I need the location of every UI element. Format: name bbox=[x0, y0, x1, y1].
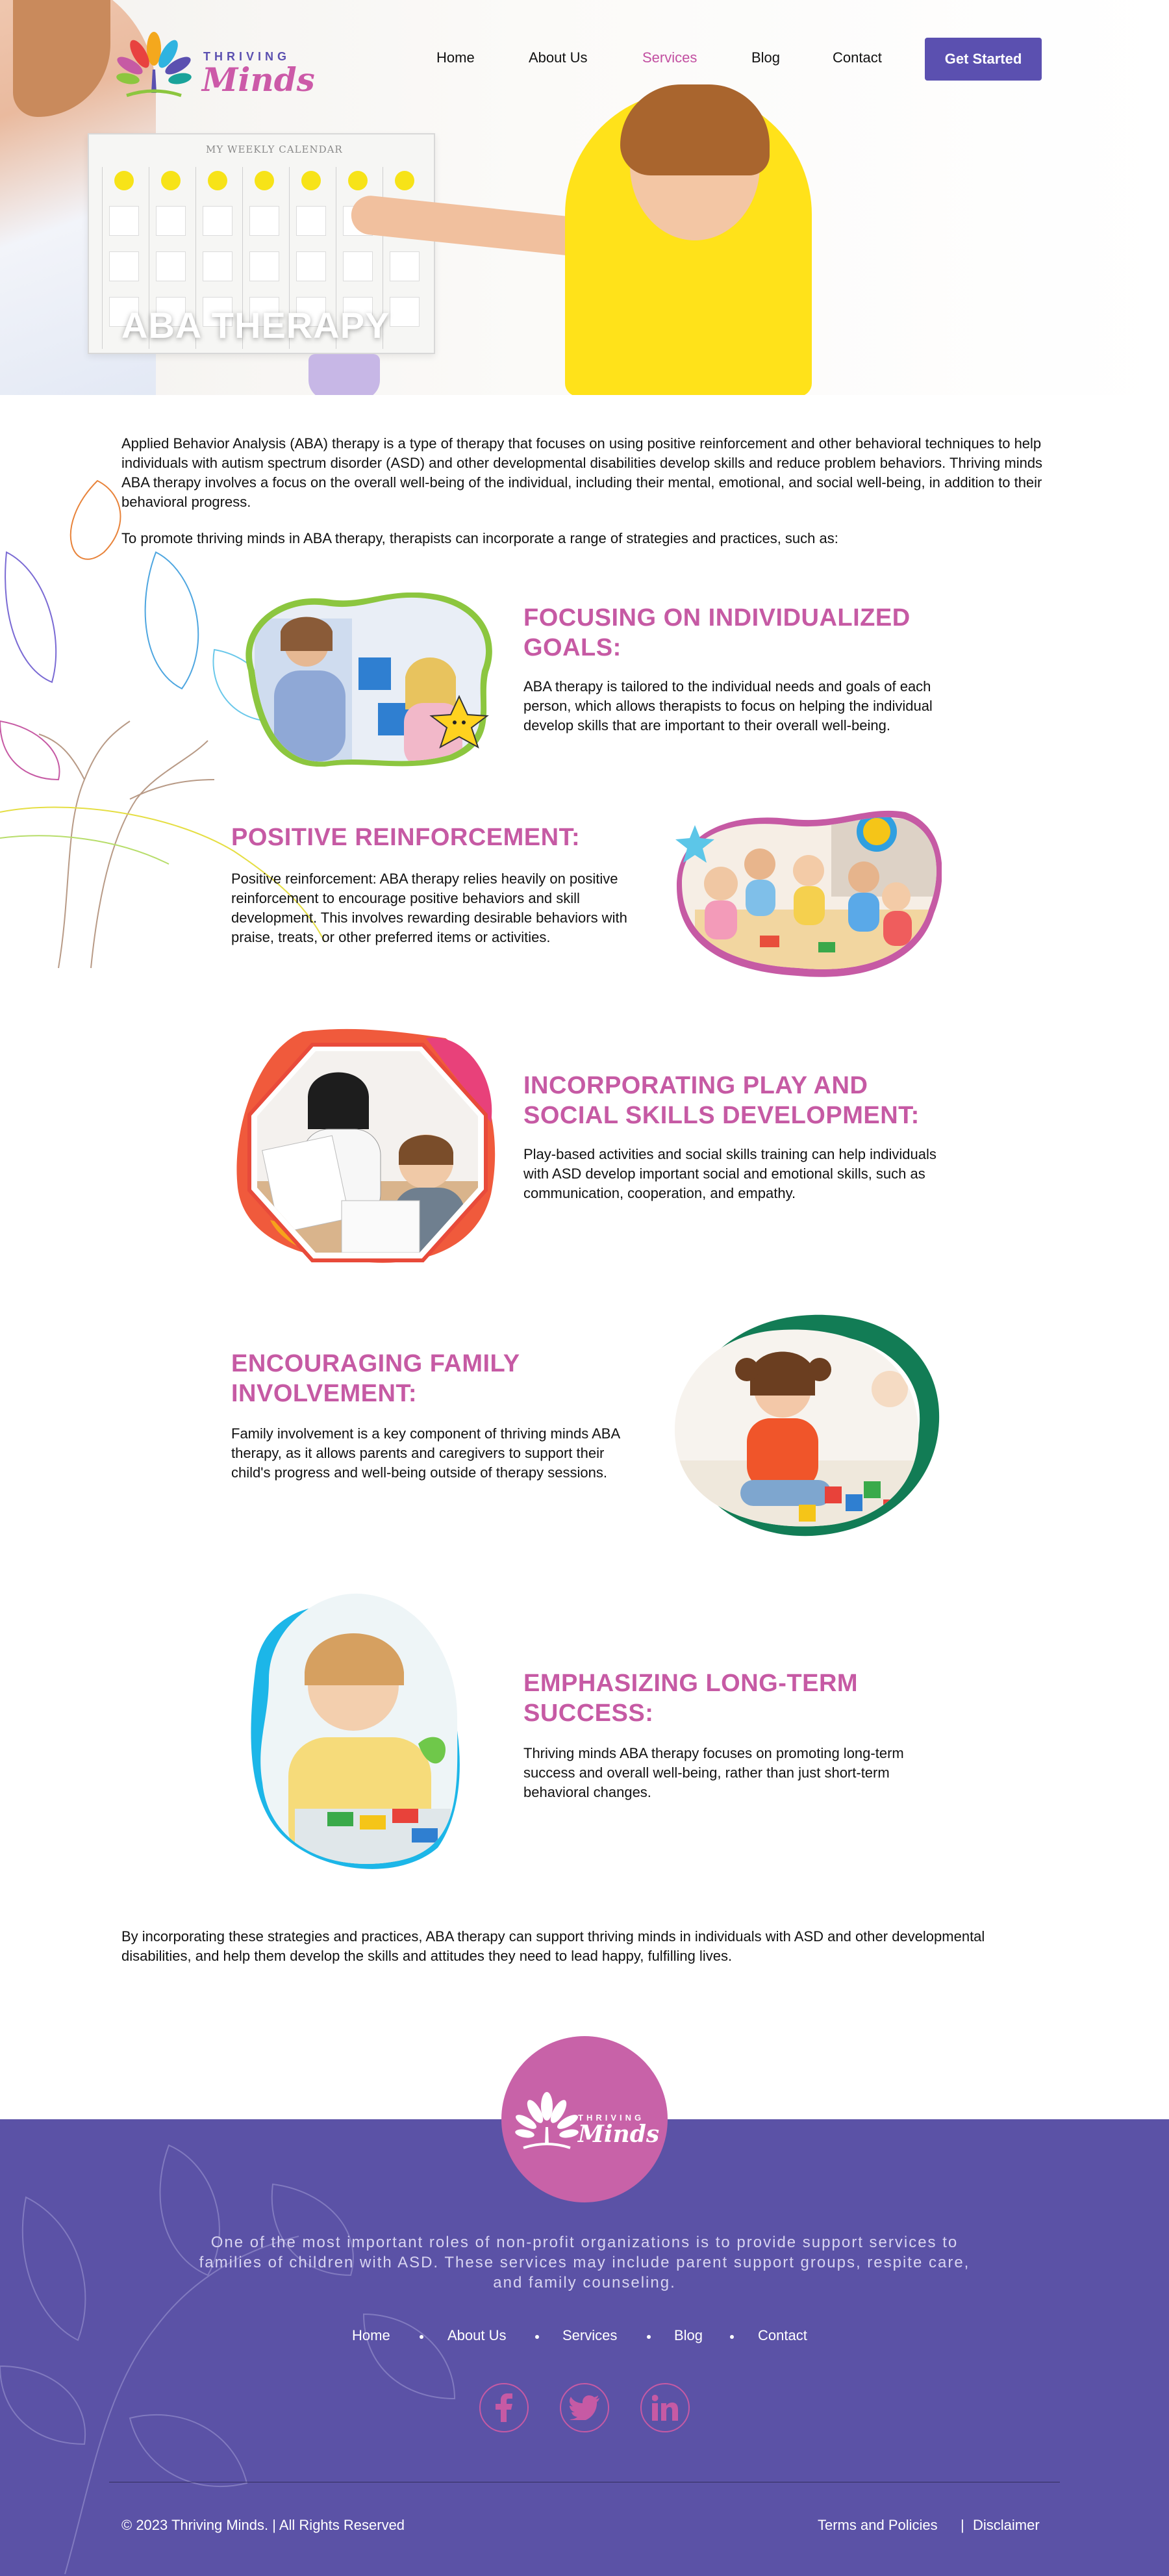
calendar-title: MY WEEKLY CALENDAR bbox=[206, 144, 343, 155]
decorative-tree-lineart bbox=[0, 474, 338, 1059]
nav-home[interactable]: Home bbox=[436, 49, 475, 66]
footer-nav-separator bbox=[647, 2335, 651, 2339]
nav-contact[interactable]: Contact bbox=[833, 49, 882, 66]
footer-tree-logo-icon bbox=[514, 2082, 579, 2153]
footer-nav-services[interactable]: Services bbox=[562, 2327, 618, 2343]
footer-nav-separator bbox=[535, 2335, 539, 2339]
pencil-cup bbox=[308, 354, 380, 395]
logo-text-top: THRIVING bbox=[203, 50, 291, 63]
intro-paragraph: Applied Behavior Analysis (ABA) therapy is a type of therapy that focuses on using positive reinforcement and other behavioral techniques to help individuals with autism spectrum disorder (ASD) and other developmental disabilities develop skills and reduce problem behaviors. Thriving minds ABA therapy involves a focus on the overall well-being of the individual, including their mental, emotional, and social well-being, in addition to their behavioral progress. bbox=[121, 435, 1043, 510]
section-title-long-term-success: EMPHASIZING LONG-TERM SUCCESS: bbox=[523, 1670, 859, 1727]
section-text-individualized-goals: ABA therapy is tailored to the individual needs and goals of each person, which allows therapists to focus on helping the individual develop skills that are important to their overall well-being. bbox=[523, 678, 933, 733]
footer-tree-lineart bbox=[0, 2119, 494, 2576]
section-text-long-term-success: Thriving minds ABA therapy focuses on promoting long-term success and overall well-being, rather than just short-term behavioral changes. bbox=[523, 1745, 904, 1800]
footer-description: One of the most important roles of non-profit organizations is to provide support services to families of children with ASD. These services may include parent support groups, respite care, and family counseling. bbox=[199, 2234, 970, 2291]
twitter-icon bbox=[570, 2395, 599, 2420]
section-title-positive-reinforcement: POSITIVE REINFORCEMENT: bbox=[231, 824, 581, 851]
individualized-goals-image bbox=[235, 593, 501, 767]
footer-logo-text-main: Minds bbox=[578, 2121, 660, 2148]
child-hair bbox=[620, 84, 770, 175]
section-title-family-involvement: ENCOURAGING FAMILY INVOLVEMENT: bbox=[231, 1350, 520, 1407]
positive-reinforcement-image bbox=[669, 806, 942, 981]
footer-logo-text-top: THRIVING bbox=[578, 2113, 645, 2123]
section-title-play-social-skills: INCORPORATING PLAY AND SOCIAL SKILLS DEVELOPMENT: bbox=[523, 1072, 920, 1129]
disclaimer-link[interactable]: Disclaimer bbox=[973, 2517, 1040, 2533]
family-involvement-image bbox=[669, 1311, 942, 1542]
footer-nav-home[interactable]: Home bbox=[352, 2327, 390, 2343]
footer-logo[interactable] bbox=[501, 2036, 668, 2202]
facebook-link[interactable] bbox=[479, 2383, 529, 2432]
closing-paragraph: By incorporating these strategies and practices, ABA therapy can support thriving minds in individuals with ASD and other developmental disabilities, and help them develop the skills and attitudes they need to lead happy, fulfilling lives. bbox=[121, 1928, 985, 1964]
section-text-positive-reinforcement: Positive reinforcement: ABA therapy relies heavily on positive reinforcement to encourage positive behaviors and skill development. This involves rewarding desirable behaviors with praise, treats, or other preferred items or activities. bbox=[231, 871, 627, 945]
terms-and-policies-link[interactable]: Terms and Policies bbox=[818, 2517, 938, 2533]
logo-text-main: Minds bbox=[202, 60, 315, 99]
intro-strategies-lead: To promote thriving minds in ABA therapy, therapists can incorporate a range of strategies and practices, such as: bbox=[121, 530, 838, 546]
footer-nav bbox=[0, 2327, 1169, 2347]
linkedin-link[interactable] bbox=[640, 2383, 690, 2432]
page-title: ABA THERAPY bbox=[121, 305, 390, 346]
nav-about-us[interactable]: About Us bbox=[529, 49, 588, 66]
footer-nav-contact[interactable]: Contact bbox=[758, 2327, 807, 2343]
tree-logo-icon bbox=[114, 16, 198, 104]
footer-nav-separator bbox=[730, 2335, 734, 2339]
facebook-icon bbox=[493, 2393, 515, 2422]
nav-services[interactable]: Services bbox=[642, 49, 698, 66]
play-social-skills-image bbox=[231, 1025, 504, 1268]
footer-nav-about-us[interactable]: About Us bbox=[447, 2327, 507, 2343]
section-text-family-involvement: Family involvement is a key component of thriving minds ABA therapy, as it allows parents and caregivers to support their child's progress and well-being outside of therapy sessions. bbox=[231, 1425, 620, 1481]
legal-separator: | bbox=[961, 2517, 964, 2533]
nav-blog[interactable]: Blog bbox=[751, 49, 781, 66]
get-started-button[interactable]: Get Started bbox=[925, 38, 1042, 81]
long-term-success-image bbox=[243, 1588, 481, 1881]
footer-nav-blog[interactable]: Blog bbox=[674, 2327, 703, 2343]
site-logo[interactable] bbox=[114, 16, 315, 104]
twitter-link[interactable] bbox=[560, 2383, 609, 2432]
copyright-text: © 2023 Thriving Minds. | All Rights Reserved bbox=[121, 2517, 405, 2533]
footer-nav-separator bbox=[420, 2335, 423, 2339]
section-title-individualized-goals: FOCUSING ON INDIVIDUALIZED GOALS: bbox=[523, 604, 911, 661]
section-text-play-social-skills: Play-based activities and social skills training can help individuals with ASD develop important social and emotional skills, such as communication, cooperation, and empathy. bbox=[523, 1146, 936, 1201]
linkedin-icon bbox=[652, 2395, 678, 2421]
